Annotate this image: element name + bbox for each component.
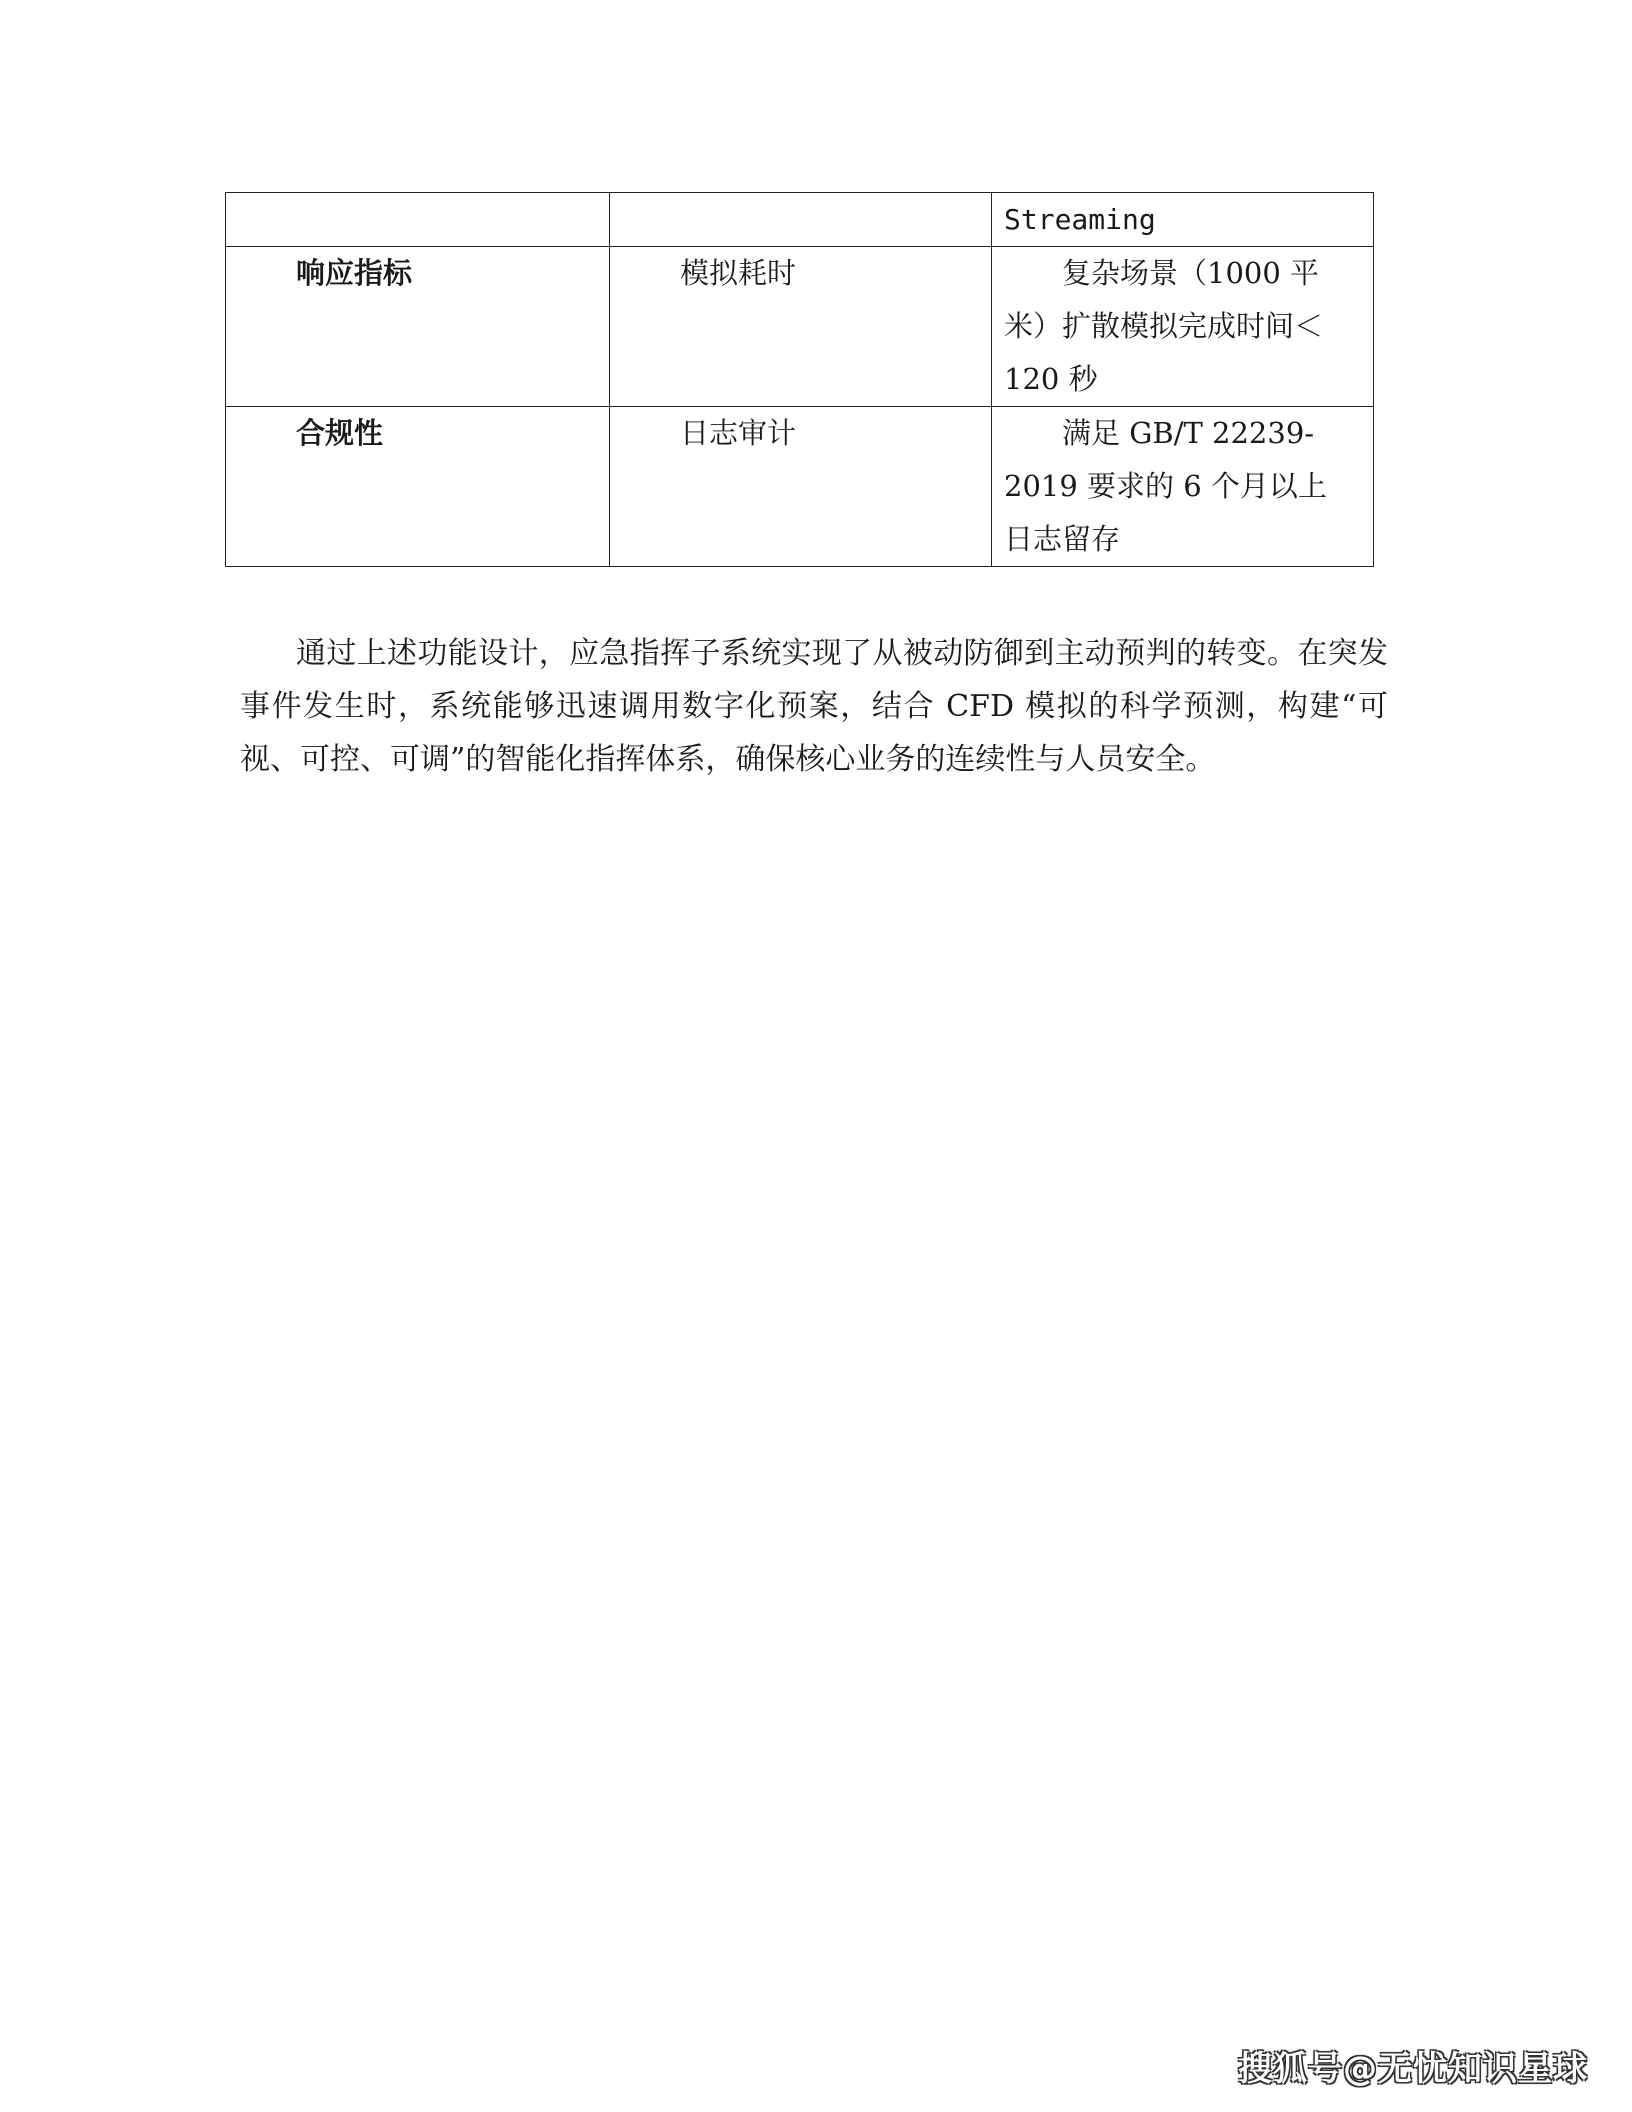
table-row [226,193,1374,247]
watermark: 搜狐号@无忧知识星球 [1238,2049,1588,2089]
table-row [226,247,1374,407]
row-label: 响应指标 [226,247,610,407]
row-label: 合规性 [226,407,610,567]
cell-line: 满足 GB/T 22239- [1062,416,1315,450]
row-requirement [992,407,1374,567]
cell-line: 2019 要求的 6 个月以上 [1004,469,1327,503]
table-row [226,407,1374,567]
cell-line: 复杂场景（1000 平 [1062,256,1320,290]
row-item: 日志审计 [610,407,992,567]
table-cell [226,193,610,247]
cell-line: 日志留存 [1004,522,1121,556]
table-cell [610,193,992,247]
cell-line: 米）扩散模拟完成时间＜ [1004,309,1324,343]
spec-table [225,192,1374,567]
cell-line: 120 秒 [1004,362,1098,396]
row-requirement [992,247,1374,407]
row-item: 模拟耗时 [610,247,992,407]
cell-text: Streaming [1004,203,1156,236]
body-paragraph: 通过上述功能设计，应急指挥子系统实现了从被动防御到主动预判的转变。在突发事件发生时，系统能够迅速调用数字化预案，结合 CFD 模拟的科学预测，构建“可视、可控、可调”的智能化指挥体系，确保核心业务的连续性与人员安全。 [240,636,1388,777]
table-cell [992,193,1374,247]
